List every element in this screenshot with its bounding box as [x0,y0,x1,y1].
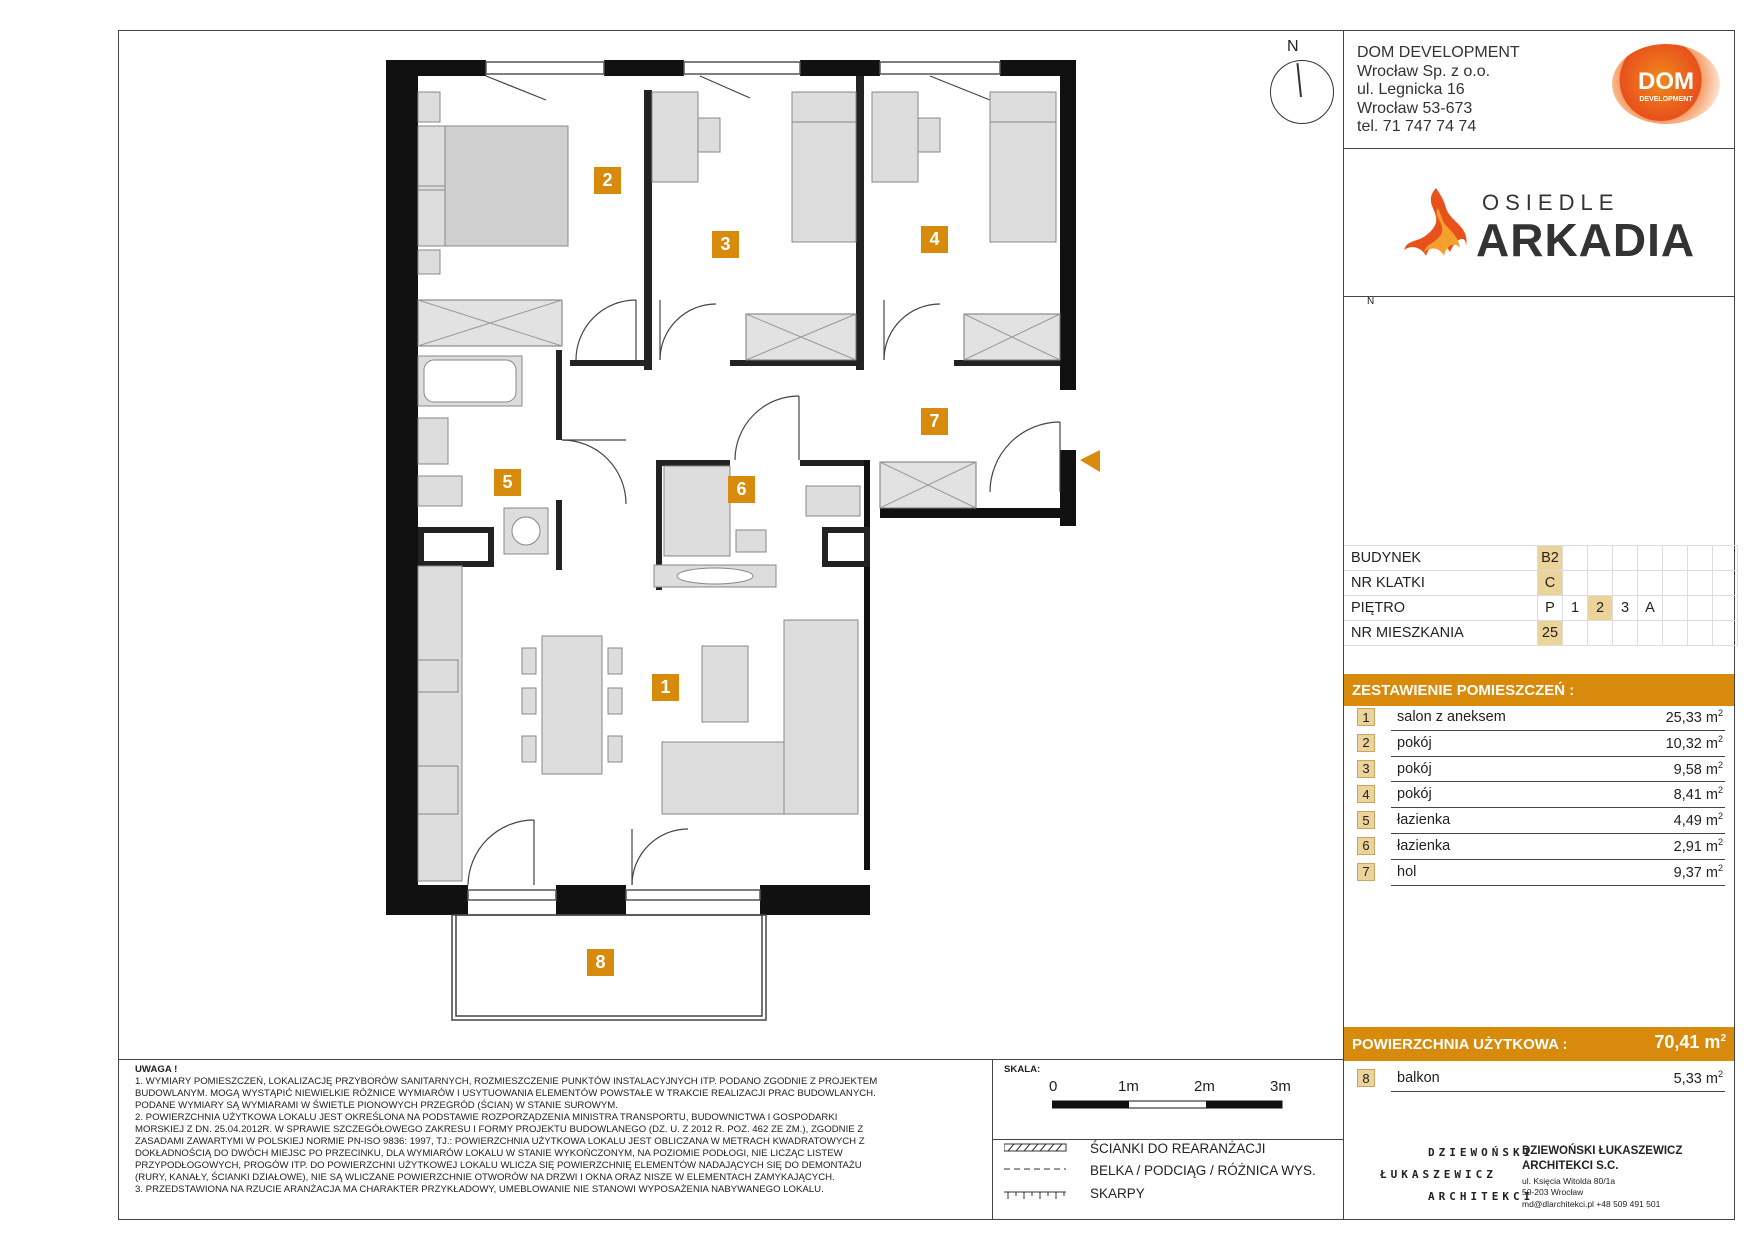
note-line: MORSKIEJ Z DN. 25.04.2012R. W SPRAWIE SZCZEGÓŁOWEGO ZAKRESU I FORMY PROJEKTU BUDOWLANEGO (DZ. U. Z 2012 R. POZ. 462 ZE ZM.), ZGODNIE Z [135,1124,864,1135]
room-area: 2,91 $m^2$ [1673,836,1723,855]
notes-block [135,1064,965,1196]
architect-name: DZIEWOŃSKI ŁUKASZEWICZ [1522,1145,1683,1157]
legend-beam: BELKA / PODCIĄG / RÓŻNICA WYS. [1090,1163,1316,1178]
note-line: PODANE WYMIARY SĄ WYMIARAMI W ŚWIETLE PIONOWYCH PRZEGRÓD (ŚCIAN) W STANIE SUROWYM. [135,1100,618,1111]
plan-label-6: 6 [728,476,755,503]
staircase-value: C [1538,571,1563,596]
flame-icon [1400,186,1470,264]
legend-slope-icon [1004,1190,1068,1200]
minimap-north-label: N [1367,296,1375,307]
scale-mark-1: 1m [1118,1078,1139,1095]
note-line: 3. PRZEDSTAWIONA NA RZUCIE ARANŻACJA MA CHARAKTER PRZYKŁADOWY, UMEBLOWANIE NIE STANOWI WYPOSAŻENIA NABYWANEGO LOKALU. [135,1184,824,1195]
plan-label-2: 2 [594,167,621,194]
balcony-row [1357,1066,1725,1092]
room-row [1362,731,1725,757]
logo-divider [1344,296,1735,297]
apartment-info-table [1344,545,1738,646]
room-name: łazienka [1397,837,1451,854]
note-line: DOKŁADNOŚCIĄ DO DWÓCH MIEJSC PO PRZECINKU, DLA WYMIARÓW LOKALU W STANIE WYKOŃCZONYM, NA POZIOMIE PODŁOGI, NIE LICZĄC LISTEW [135,1148,843,1159]
note-line: BUDOWLANYM. MOGĄ WYSTĄPIĆ NIEWIELKIE RÓŻNICE WYMIARÓW I USYTUOWANIA ELEMENTÓW POWSTAŁE W TRAKCIE REALIZACJI PRAC BUDOWLANYCH. [135,1088,876,1099]
room-area: 10,32 $m^2$ [1665,733,1723,752]
room-name: hol [1397,863,1417,880]
plan-label-8: 8 [587,949,614,976]
room-area: 25,33 $m^2$ [1665,708,1723,726]
room-row [1362,757,1725,783]
scale-mark-3: 3m [1270,1078,1291,1095]
notes-title: UWAGA ! [135,1064,178,1075]
balcony-number: 8 [1357,1069,1375,1087]
balcony-area: 5,33 $m^2$ [1673,1069,1723,1087]
compass-icon [1270,60,1334,124]
architect-logo-line3: ARCHITEKCI [1428,1190,1535,1203]
room-number: 1 [1357,708,1375,726]
architect-address-2: 50-203 Wrocław [1522,1187,1584,1197]
apartment-number-value: 25 [1538,621,1563,646]
balcony-name: balkon [1397,1070,1440,1086]
scale-mark-2: 2m [1194,1078,1215,1095]
plan-label-7: 7 [921,408,948,435]
room-area: 9,58 $m^2$ [1673,759,1723,778]
legend-rearrange-walls: ŚCIANKI DO REARANŻACJI [1090,1141,1266,1156]
developer-city: Wrocław 53-673 [1357,99,1473,117]
floor-option-a: A [1638,596,1663,621]
legend-hatch-icon [1004,1143,1068,1153]
plan-label-4: 4 [921,226,948,253]
legend-slopes: SKARPY [1090,1186,1145,1201]
room-area: 4,49 $m^2$ [1673,811,1723,830]
scale-label: SKALA: [1004,1064,1041,1075]
usable-area-bar [1344,1027,1734,1061]
developer-address [1357,44,1520,137]
developer-street: ul. Legnicka 16 [1357,81,1465,98]
usable-area-label: POWIERZCHNIA UŻYTKOWA : [1352,1036,1568,1053]
dom-logo-subtext: DEVELOPMENT [1639,96,1693,103]
legend-dashed-icon [1004,1167,1068,1171]
scale-bar [1052,1100,1284,1110]
architect-logo-line2: ŁUKASZEWICZ [1380,1168,1497,1181]
room-row [1362,860,1725,886]
floor-option-p: P [1538,596,1563,621]
staircase-label: NR KLATKI [1344,571,1538,596]
developer-phone: tel. 71 747 74 74 [1357,118,1477,135]
floor-option-2: 2 [1588,596,1613,621]
room-name: pokój [1397,786,1432,803]
scale-legend-divider [992,1139,1344,1140]
usable-area-value: 70,41 $m^2$ [1654,1032,1726,1052]
room-number: 6 [1357,837,1375,855]
room-name: salon z aneksem [1397,709,1506,725]
note-line: ZASADAMI ZAWARTYMI W POLSKIEJ NORMIE PN-ISO 9836: 1997, TJ.: POWIERZCHNIA UŻYTKOWA LOKALU JEST OBLICZANA W METRACH KWADRATOWYCH Z [135,1136,865,1147]
floor-option-1: 1 [1563,596,1588,621]
room-row [1362,808,1725,834]
compass-label: N [1287,38,1299,55]
scale-mark-0: 0 [1049,1078,1058,1095]
room-row [1362,705,1725,731]
developer-name: DOM DEVELOPMENT [1357,44,1520,61]
rooms-header: ZESTAWIENIE POMIESZCZEŃ : [1344,674,1734,706]
room-number: 3 [1357,760,1375,778]
note-line: (RURY, KANAŁY, ŚCIANKI DZIAŁOWE), NIE SĄ WLICZANE POWIERZCHNIE OTWORÓW NA DRZWI I OKNA ORAZ NISZE W ELEMENTACH ZAMYKAJĄCYCH. [135,1172,835,1183]
room-number: 5 [1357,811,1375,829]
building-value: B2 [1538,546,1563,571]
room-area: 9,37 $m^2$ [1673,862,1723,881]
note-line: PRZYPODŁOGOWYCH, PROGÓW ITP. DO POWIERZCHNI UŻYTKOWEJ LOKALU WLICZA SIĘ POWIERZCHNIĘ ELEMENTÓW NADAJĄCYCH SIĘ DO DEMONTAŻU [135,1160,862,1171]
room-number: 2 [1357,734,1375,752]
estate-logo-line2: ARKADIA [1476,214,1696,266]
floor-label: PIĘTRO [1344,596,1538,621]
room-row [1362,782,1725,808]
estate-logo-line1: OSIEDLE [1482,190,1620,215]
architect-logo-line1: DZIEWOŃSKI [1428,1146,1535,1159]
architect-contact: md@dlarchitekci.pl +48 509 491 501 [1522,1199,1661,1209]
note-line: 2. POWIERZCHNIA UŻYTKOWA LOKALU JEST OKREŚLONA NA PODSTAWIE ROZPORZĄDZENIA MINISTRA TRANSPORTU, BUDOWNICTWA I GOSPODARKI [135,1112,838,1123]
architect-name-2: ARCHITEKCI S.C. [1522,1160,1619,1172]
room-name: pokój [1397,734,1432,751]
note-line: 1. WYMIARY POMIESZCZEŃ, LOKALIZACJĘ PRZYBORÓW SANITARNYCH, ROZMIESZCZENIE PUNKTÓW INSTALACYJNYCH ITP. PODANO ZGODNIE Z PROJEKTEM [135,1076,878,1087]
room-number: 7 [1357,863,1375,881]
rooms-list [1357,705,1725,886]
room-area: 8,41 $m^2$ [1673,785,1723,804]
dom-development-logo [1612,44,1720,124]
room-name: łazienka [1397,812,1451,829]
architect-block [1380,1140,1730,1210]
plan-label-5: 5 [494,469,521,496]
room-number: 4 [1357,785,1375,803]
apartment-number-label: NR MIESZKANIA [1344,621,1538,646]
floor-plan [119,31,1346,1059]
developer-company: Wrocław Sp. z o.o. [1357,62,1491,80]
notes-divider [118,1059,1344,1060]
architect-address-1: ul. Księcia Witolda 80/1a [1522,1176,1616,1186]
developer-divider [1344,148,1735,149]
floor-option-3: 3 [1613,596,1638,621]
plan-label-3: 3 [712,231,739,258]
building-label: BUDYNEK [1344,546,1538,571]
room-name: pokój [1397,760,1432,777]
entrance-arrow [1080,450,1100,472]
room-row [1362,834,1725,860]
dom-logo-text: DOM [1638,68,1694,95]
plan-label-1: 1 [652,674,679,701]
